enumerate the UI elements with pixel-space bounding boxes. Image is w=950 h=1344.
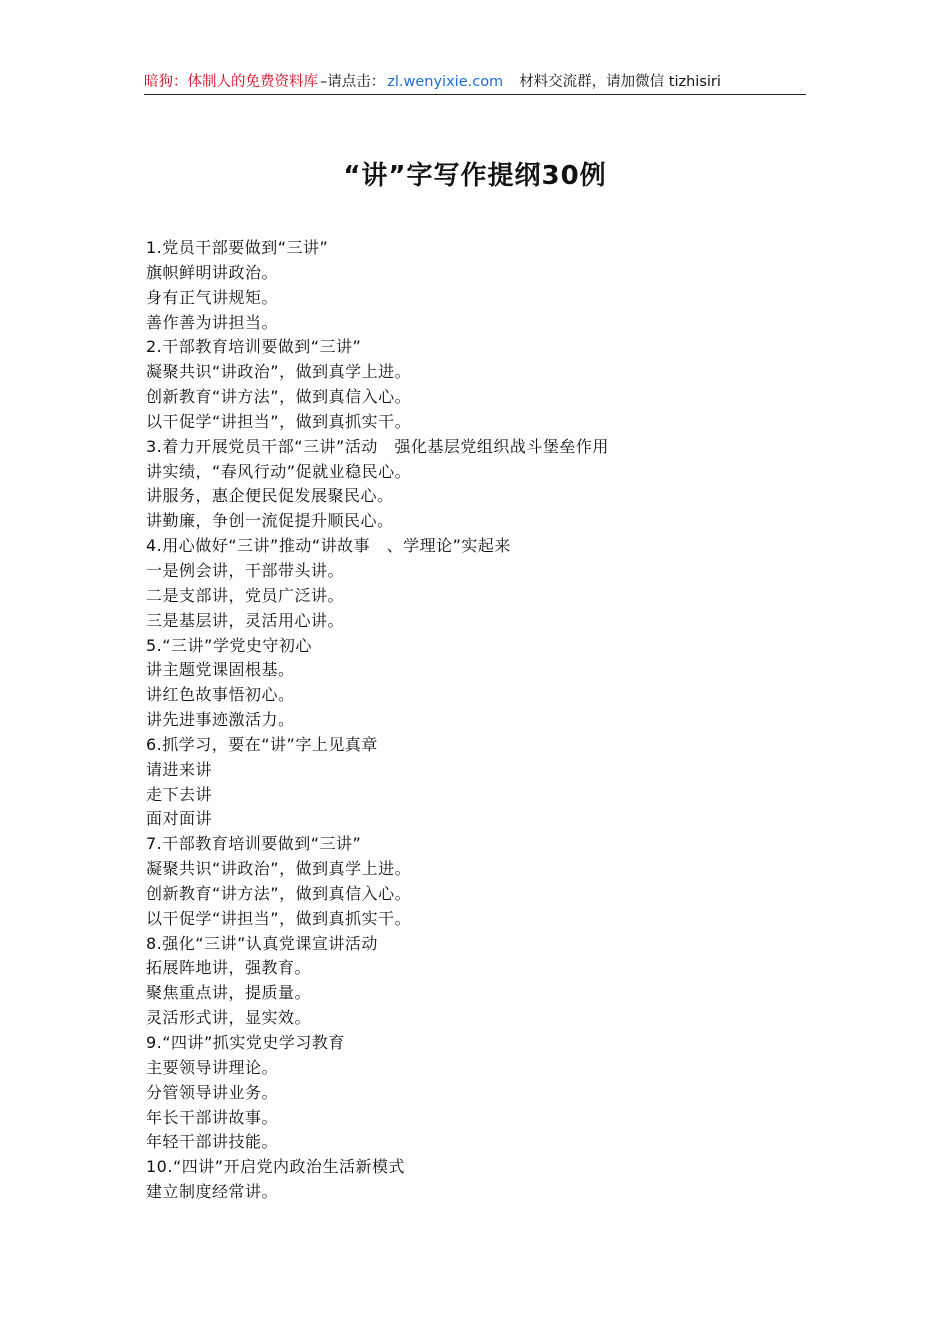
- body-line: 二是支部讲，党员广泛讲。: [146, 585, 345, 605]
- section-heading: 7.干部教育培训要做到“三讲”: [146, 834, 362, 854]
- body-line: 灵活形式讲，显实效。: [146, 1008, 312, 1028]
- body-line: 请进来讲: [146, 759, 213, 779]
- section-heading: 2.干部教育培训要做到“三讲”: [146, 337, 362, 357]
- header-wechat-group: 材料交流群，请加微信 tizhisiri: [519, 74, 721, 90]
- body-line: 讲主题党课固根基。: [146, 660, 295, 680]
- body-line: 讲实绩，“春风行动”促就业稳民心。: [146, 461, 412, 481]
- section-heading: 3.着力开展党员干部“三讲”活动 强化基层党组织战斗堡垒作用: [146, 436, 609, 456]
- body-line: 三是基层讲，灵活用心讲。: [146, 610, 345, 630]
- section-heading: 6.抓学习，要在“讲”字上见真章: [146, 734, 378, 754]
- body-line: 走下去讲: [146, 784, 213, 804]
- body-line: 创新教育“讲方法”，做到真信入心。: [146, 387, 412, 407]
- body-line: 主要领导讲理论。: [146, 1057, 279, 1077]
- body-line: 建立制度经常讲。: [146, 1182, 279, 1202]
- body-line: 面对面讲: [146, 809, 213, 829]
- section-heading: 9.“四讲”抓实党史学习教育: [146, 1033, 345, 1052]
- body-line: 一是例会讲，干部带头讲。: [146, 560, 345, 580]
- body-line: 凝聚共识“讲政治”，做到真学上进。: [146, 859, 412, 879]
- document-title: “讲”字写作提纲30例: [343, 161, 607, 191]
- body-line: 拓展阵地讲，强教育。: [146, 958, 312, 978]
- body-line: 讲红色故事悟初心。: [146, 685, 295, 705]
- section-heading: 10.“四讲”开启党内政治生活新模式: [146, 1157, 406, 1177]
- body-line: 以干促学“讲担当”，做到真抓实干。: [146, 411, 412, 431]
- section-heading: 1.党员干部要做到“三讲”: [146, 238, 329, 257]
- body-line: 善作善为讲担当。: [146, 312, 279, 332]
- header-separator: –请点击：: [320, 74, 386, 90]
- body-line: 以干促学“讲担当”，做到真抓实干。: [146, 908, 412, 928]
- section-heading: 5.“三讲”学党史守初心: [146, 635, 312, 655]
- body-line: 讲先进事迹激活力。: [146, 710, 295, 730]
- page-header: [144, 70, 806, 95]
- section-heading: 4.用心做好“三讲”推动“讲故事 、学理论”实起来: [146, 536, 511, 556]
- body-line: 凝聚共识“讲政治”，做到真学上进。: [146, 362, 412, 382]
- body-line: 旗帜鲜明讲政治。: [146, 262, 279, 282]
- body-line: 年轻干部讲技能。: [146, 1132, 279, 1152]
- document-body: [146, 236, 846, 1205]
- body-line: 分管领导讲业务。: [146, 1082, 279, 1102]
- body-line: 年长干部讲故事。: [146, 1107, 279, 1127]
- body-line: 聚焦重点讲，提质量。: [146, 983, 312, 1003]
- header-brand: 暗狗：体制人的免费资料库: [144, 74, 318, 90]
- body-line: 创新教育“讲方法”，做到真信入心。: [146, 883, 412, 903]
- body-line: 身有正气讲规矩。: [146, 287, 279, 307]
- body-line: 讲服务，惠企便民促发展聚民心。: [146, 486, 394, 506]
- section-heading: 8.强化“三讲”认真党课宣讲活动: [146, 933, 378, 953]
- header-link[interactable]: zl.wenyixie.com: [387, 74, 504, 90]
- body-line: 讲勤廉，争创一流促提升顺民心。: [146, 511, 394, 531]
